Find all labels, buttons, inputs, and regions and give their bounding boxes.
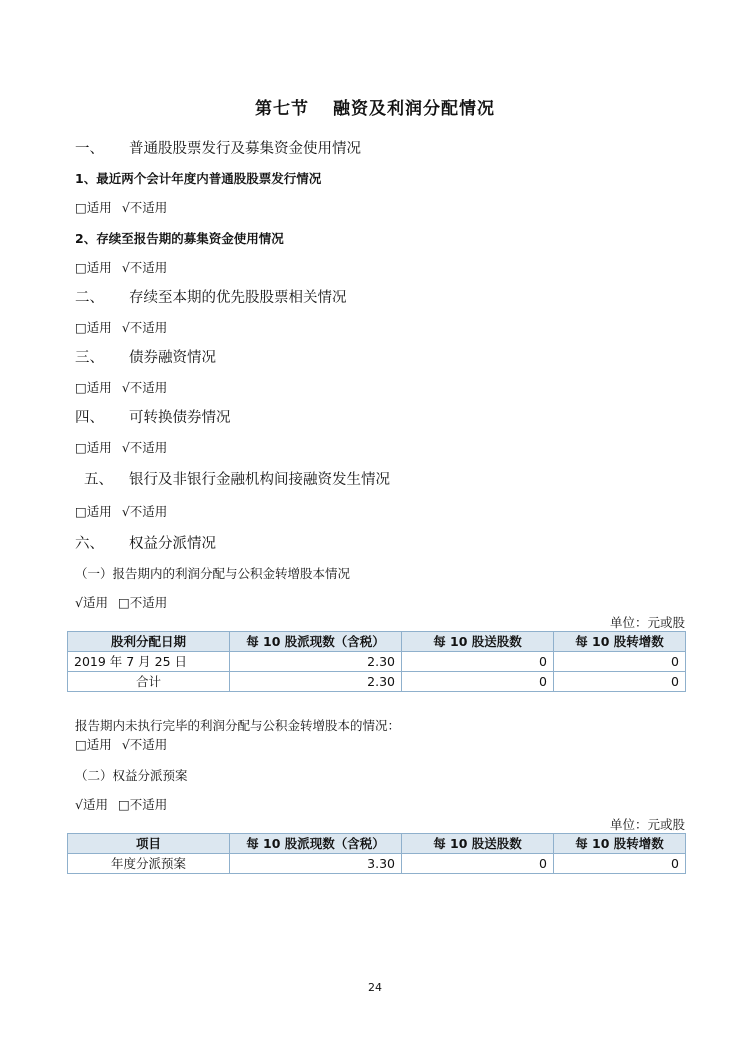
unit-label-2: 单位：元或股 (609, 817, 685, 832)
table-cell: 0 (402, 652, 554, 672)
heading-s3: 三、 债券融资情况 (75, 350, 216, 366)
unfinished-distribution-text: 报告期内未执行完毕的利润分配与公积金转增股本的情况： (75, 718, 401, 733)
page-title (0, 94, 750, 119)
table-cell: 年度分派预案 (68, 854, 230, 874)
table-header-row (68, 834, 686, 854)
column-header: 项目 (68, 834, 230, 854)
heading-s6-1: （一）报告期内的利润分配与公积金转增股本情况 (75, 566, 351, 581)
table-row (68, 854, 686, 874)
column-header: 每 10 股转增数 (554, 834, 686, 854)
table-row (68, 652, 686, 672)
applicability-s4: □适用 √不适用 (75, 440, 168, 455)
column-header: 每 10 股派现数（含税） (230, 632, 402, 652)
section-number: 第七节 (255, 99, 309, 119)
dividend-plan-table (67, 833, 686, 874)
column-header: 每 10 股转增数 (554, 632, 686, 652)
applicability-s1-2: □适用 √不适用 (75, 260, 168, 275)
table-cell: 2.30 (230, 672, 402, 692)
applicability-s3: □适用 √不适用 (75, 380, 168, 395)
table-cell: 3.30 (230, 854, 402, 874)
applicability-s6-1: √适用 □不适用 (75, 595, 168, 610)
heading-s1-2: 2、存续至报告期的募集资金使用情况 (75, 231, 284, 246)
heading-s1-1: 1、最近两个会计年度内普通股股票发行情况 (75, 171, 322, 186)
table-cell: 2019 年 7 月 25 日 (68, 652, 230, 672)
table-header-row (68, 632, 686, 652)
applicability-unfinished: □适用 √不适用 (75, 737, 168, 752)
column-header: 每 10 股送股数 (402, 632, 554, 652)
column-header: 每 10 股送股数 (402, 834, 554, 854)
heading-s1: 一、 普通股股票发行及募集资金使用情况 (75, 141, 361, 157)
column-header: 股利分配日期 (68, 632, 230, 652)
applicability-s1-1: □适用 √不适用 (75, 200, 168, 215)
applicability-s5: □适用 √不适用 (75, 504, 168, 519)
table-cell: 0 (554, 672, 686, 692)
applicability-s6-2: √适用 □不适用 (75, 797, 168, 812)
table-row-total (68, 672, 686, 692)
unit-label-1: 单位：元或股 (609, 615, 685, 630)
table-cell: 2.30 (230, 652, 402, 672)
profit-distribution-table (67, 631, 686, 692)
column-header: 每 10 股派现数（含税） (230, 834, 402, 854)
heading-s2: 二、 存续至本期的优先股股票相关情况 (75, 290, 347, 306)
section-name: 融资及利润分配情况 (333, 99, 495, 119)
heading-s5: 五、 银行及非银行金融机构间接融资发生情况 (84, 472, 390, 488)
table-cell: 合计 (68, 672, 230, 692)
applicability-s2: □适用 √不适用 (75, 320, 168, 335)
table-cell: 0 (402, 854, 554, 874)
heading-s6: 六、 权益分派情况 (75, 536, 216, 552)
table-cell: 0 (554, 652, 686, 672)
heading-s6-2: （二）权益分派预案 (75, 768, 188, 783)
table-cell: 0 (554, 854, 686, 874)
table-cell: 0 (402, 672, 554, 692)
heading-s4: 四、 可转换债券情况 (75, 410, 231, 426)
page-number: 24 (368, 981, 382, 994)
